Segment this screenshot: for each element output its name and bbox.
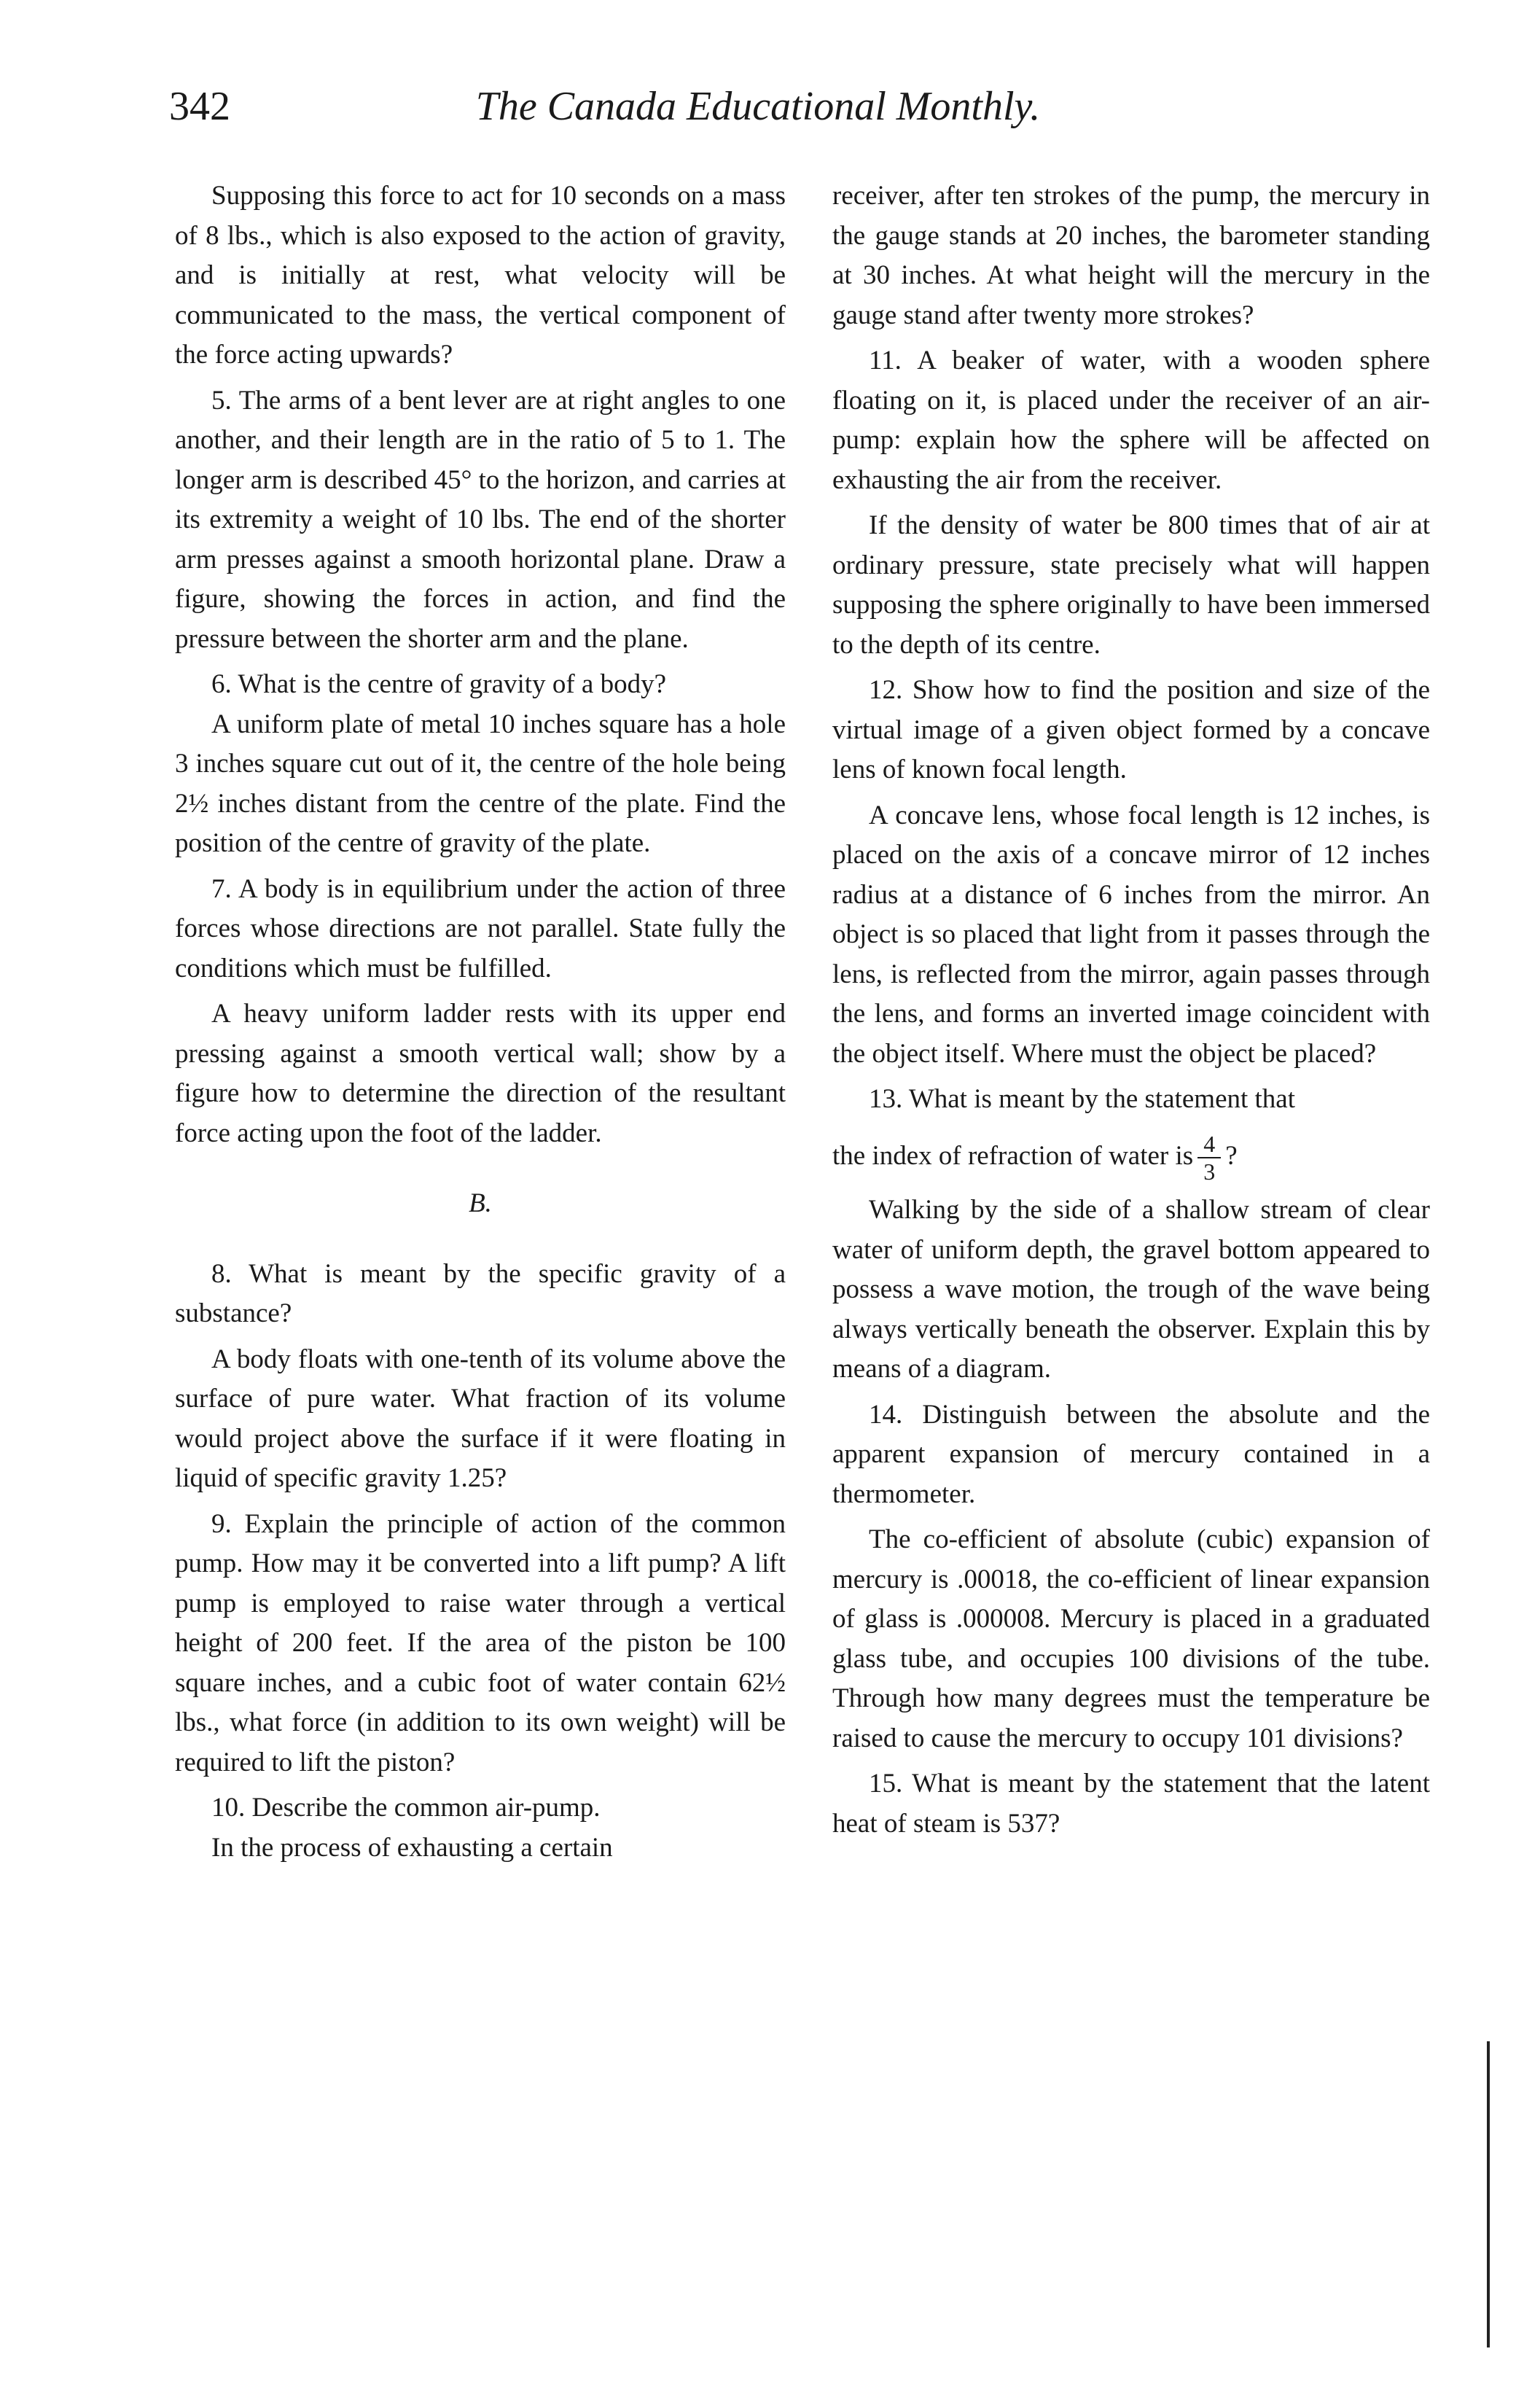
question-7: 7. A body is in equilibrium under the action of three forces whose directions are not parallel. State fully the conditions which must be fulfilled. [175, 873, 786, 983]
paragraph: A concave lens, whose focal length is 12 inches, is placed on the axis of a concave mirror of 12 inches radius at a distance of 6 inches from the mirror. An object is so placed that light from it passes through the lens, is reflected from the mirror, again passes through the lens, and forms an inverted image coincident with the object itself. Where must the object be placed? [832, 800, 1430, 1069]
question-10: 10. Describe the common air-pump. [211, 1793, 601, 1823]
question-8: 8. What is meant by the specific gravity of a substance? [175, 1258, 786, 1328]
page-number: 342 [169, 84, 230, 129]
fraction-numerator: 4 [1197, 1131, 1221, 1158]
fraction [1197, 1131, 1221, 1185]
question-13-line-2 [832, 1130, 1430, 1185]
question-5: 5. The arms of a bent lever are at right angles to one another, and their length are in the ratio of 5 to 1. The longer arm is described 45° to the horizon, and carries at its extremity a weight of 10 lbs. The end of the shorter arm presses against a smooth horizontal plane. Draw a figure, showing the forces in action, and find the pressure between the shorter arm and the plane. [175, 385, 786, 654]
section-heading: B. [469, 1188, 492, 1218]
question-11: 11. A beaker of water, with a wooden sphere floating on it, is placed under the receiver of an air-pump: explain how the sphere will be affected on exhausting the air from the receiver. [832, 346, 1430, 495]
question-mark: ? [1225, 1140, 1238, 1171]
paragraph: The co-efficient of absolute (cubic) expansion of mercury is .00018, the co-efficient of linear expansion of glass is .000008. Mercury is placed in a graduated glass tube, and occupies 100 divisions of the tube. Through how many degrees must the temperature be raised to cause the mercury to occupy 101 divisions? [832, 1524, 1430, 1753]
right-column [832, 176, 1430, 1844]
paragraph: A body floats with one-tenth of its volume above the surface of pure water. What fraction of its volume would project above the surface if it were floating in liquid of specific gravity 1.25? [175, 1344, 786, 1493]
paragraph: If the density of water be 800 times that of air at ordinary pressure, state precisely what will happen supposing the sphere originally to have been immersed to the depth of its centre. [832, 510, 1430, 660]
scan-edge-line [1487, 2041, 1490, 2347]
paragraph: In the process of exhausting a certain [211, 1832, 613, 1863]
running-title: The Canada Educational Monthly. [475, 84, 1041, 129]
question-13-text: the index of refraction of water is [832, 1140, 1194, 1171]
question-6: 6. What is the centre of gravity of a body? [211, 669, 666, 699]
question-14: 14. Distinguish between the absolute and the apparent expansion of mercury contained in a thermometer. [832, 1399, 1430, 1509]
question-15: 15. What is meant by the statement that the latent heat of steam is 537? [832, 1769, 1430, 1839]
paragraph: A uniform plate of metal 10 inches square has a hole 3 inches square cut out of it, the centre of the hole being 2½ inches distant from the centre of the plate. Find the position of the centre of gravity of the plate. [175, 709, 786, 858]
paragraph: A heavy uniform ladder rests with its upper end pressing against a smooth vertical wall; show by a figure how to determine the direction of the resultant force acting upon the foot of the ladder. [175, 999, 786, 1148]
paragraph: receiver, after ten strokes of the pump, the mercury in the gauge stands at 20 inches, the barometer standing at 30 inches. At what height will the mercury in the gauge stand after twenty more strokes? [832, 181, 1430, 330]
left-column [175, 176, 786, 1868]
question-13-line-1: 13. What is meant by the statement that [869, 1084, 1296, 1114]
fraction-denominator: 3 [1203, 1158, 1216, 1185]
paragraph: Walking by the side of a shallow stream of clear water of uniform depth, the gravel bottom appeared to possess a wave motion, the trough of the wave being always vertically beneath the observer. Explain this by means of a diagram. [832, 1195, 1430, 1384]
paragraph: Supposing this force to act for 10 seconds on a mass of 8 lbs., which is also exposed to the action of gravity, and is initially at rest, what velocity will be communicated to the mass, the vertical component of the force acting upwards? [175, 181, 786, 370]
question-12: 12. Show how to find the position and size of the virtual image of a given object formed by a concave lens of known focal length. [832, 675, 1430, 784]
question-9: 9. Explain the principle of action of the common pump. How may it be converted into a lift pump? A lift pump is employed to raise water through a vertical height of 200 feet. If the area of the piston be 100 square inches, and a cubic foot of water contain 62½ lbs., what force (in addition to its own weight) will be required to lift the piston? [175, 1508, 786, 1777]
